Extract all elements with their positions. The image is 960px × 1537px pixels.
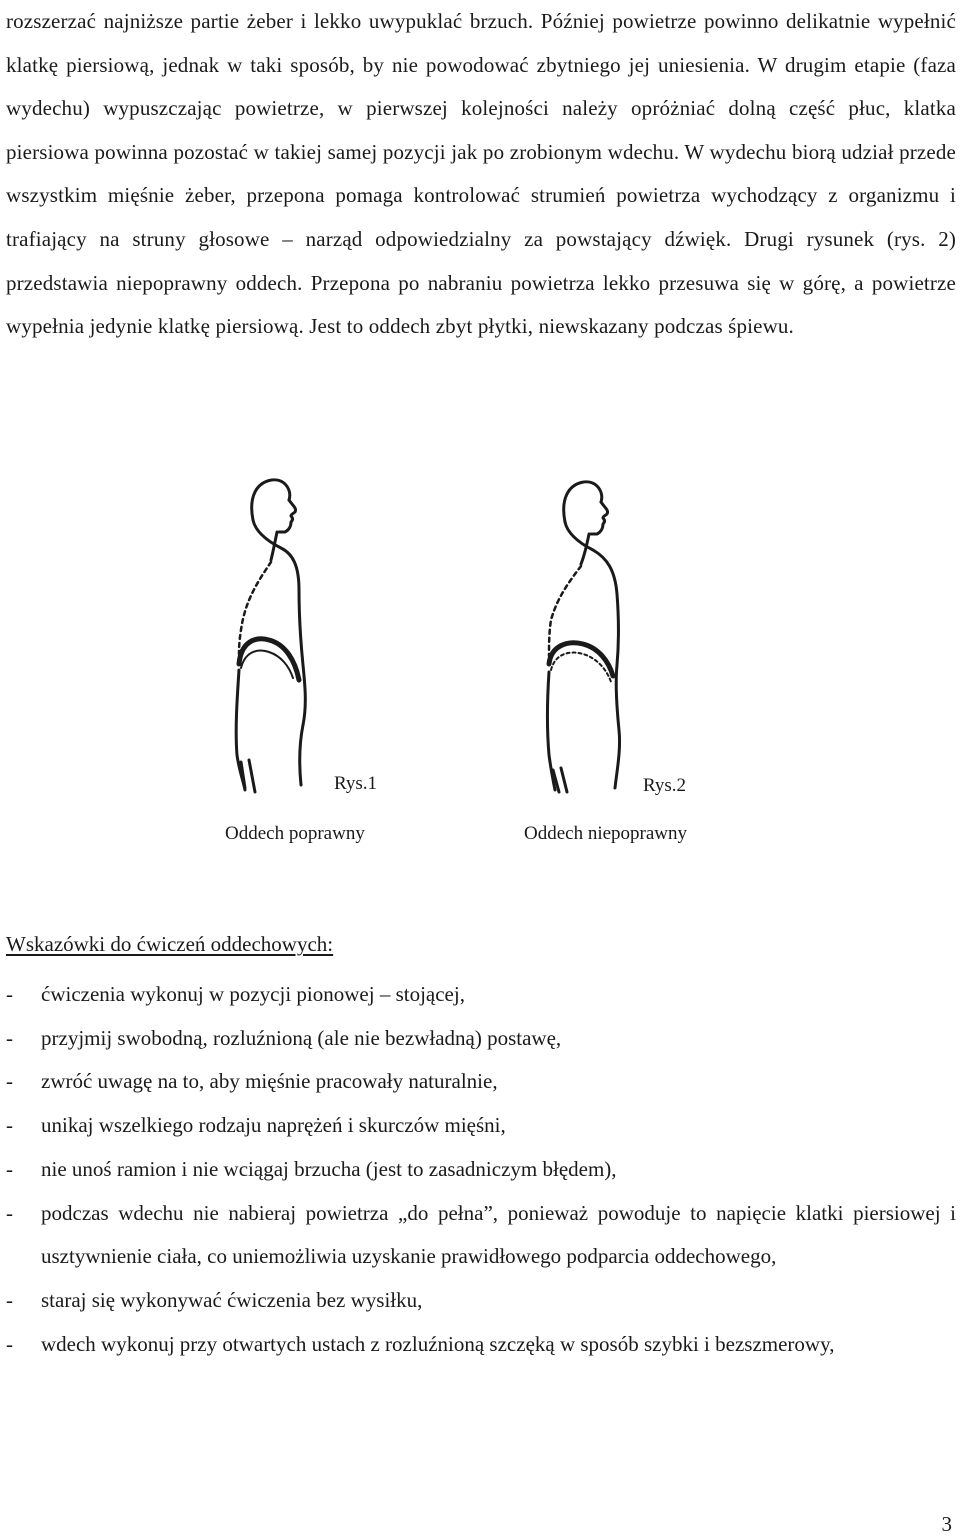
- list-item: [6, 1323, 956, 1367]
- tip-text: przyjmij swobodną, rozluźnioną (ale nie bezwładną) postawę,: [41, 1025, 562, 1050]
- list-item: [6, 1148, 956, 1192]
- silhouette-incorrect-illustration: [525, 470, 645, 800]
- tips-list: [6, 973, 956, 1366]
- figure-2-caption: Oddech niepoprawny: [524, 823, 688, 844]
- list-dash: -: [6, 1331, 13, 1356]
- list-item: [6, 1279, 956, 1323]
- breathing-figures: [0, 470, 960, 850]
- tip-text: podczas wdechu nie nabieraj powietrza „do pełna”, ponieważ powoduje to napięcie klatki piersiowej i usztywnienie ciała, co uniemożliwia uzyskanie prawidłowego podparcia oddechowego,: [41, 1200, 956, 1269]
- list-dash: -: [6, 1069, 13, 1094]
- tip-text: wdech wykonuj przy otwartych ustach z rozluźnioną szczęką w sposób szybki i bezszmerowy,: [41, 1331, 835, 1356]
- list-item: [6, 1060, 956, 1104]
- tip-text: unikaj wszelkiego rodzaju naprężeń i skurczów mięśni,: [41, 1113, 506, 1138]
- figure-2-label: Rys.2: [643, 775, 687, 796]
- intro-paragraph: rozszerzać najniższe partie żeber i lekko uwypuklać brzuch. Później powietrze powinno delikatnie wypełnić klatkę piersiową, jednak w taki sposób, by nie powodować zbytniego jej uniesienia. W drugim etapie (faza wydechu) wypuszczając powietrze, w pierwszej kolejności należy opróżniać dolną część płuc, klatka piersiowa powinna pozostać w takiej samej pozycji jak po zrobionym wdechu. W wydechu biorą udział przede wszystkim mięśnie żeber, przepona pomaga kontrolować strumień powietrza wychodzący z organizmu i trafiający na struny głosowe – narząd odpowiedzialny za powstający dźwięk. Drugi rysunek (rys. 2) przedstawia niepoprawny oddech. Przepona po nabraniu powietrza lekko przesuwa się w górę, a powietrze wypełnia jedynie klatkę piersiową. Jest to oddech zbyt płytki, niewskazany podczas śpiewu.: [6, 9, 956, 339]
- tip-text: staraj się wykonywać ćwiczenia bez wysiłku,: [41, 1287, 423, 1312]
- tip-text: nie unoś ramion i nie wciągaj brzucha (jest to zasadniczym błędem),: [41, 1156, 617, 1181]
- list-item: [6, 1192, 956, 1279]
- tip-text: zwróć uwagę na to, aby mięśnie pracowały naturalnie,: [41, 1069, 498, 1094]
- figure-1-caption: Oddech poprawny: [225, 823, 365, 844]
- list-item: [6, 1104, 956, 1148]
- list-dash: -: [6, 982, 13, 1006]
- page-number: 3: [941, 1512, 952, 1536]
- silhouette-correct-illustration: [215, 470, 335, 800]
- list-dash: -: [6, 1025, 13, 1050]
- list-item: [6, 1017, 956, 1061]
- list-dash: -: [6, 1156, 13, 1181]
- tip-text: ćwiczenia wykonuj w pozycji pionowej – stojącej,: [41, 982, 465, 1006]
- list-item: [6, 973, 956, 1017]
- tips-heading: Wskazówki do ćwiczeń oddechowych:: [6, 932, 334, 956]
- list-dash: -: [6, 1113, 13, 1138]
- list-dash: -: [6, 1287, 13, 1312]
- list-dash: -: [6, 1200, 13, 1225]
- figure-1-label: Rys.1: [334, 773, 378, 794]
